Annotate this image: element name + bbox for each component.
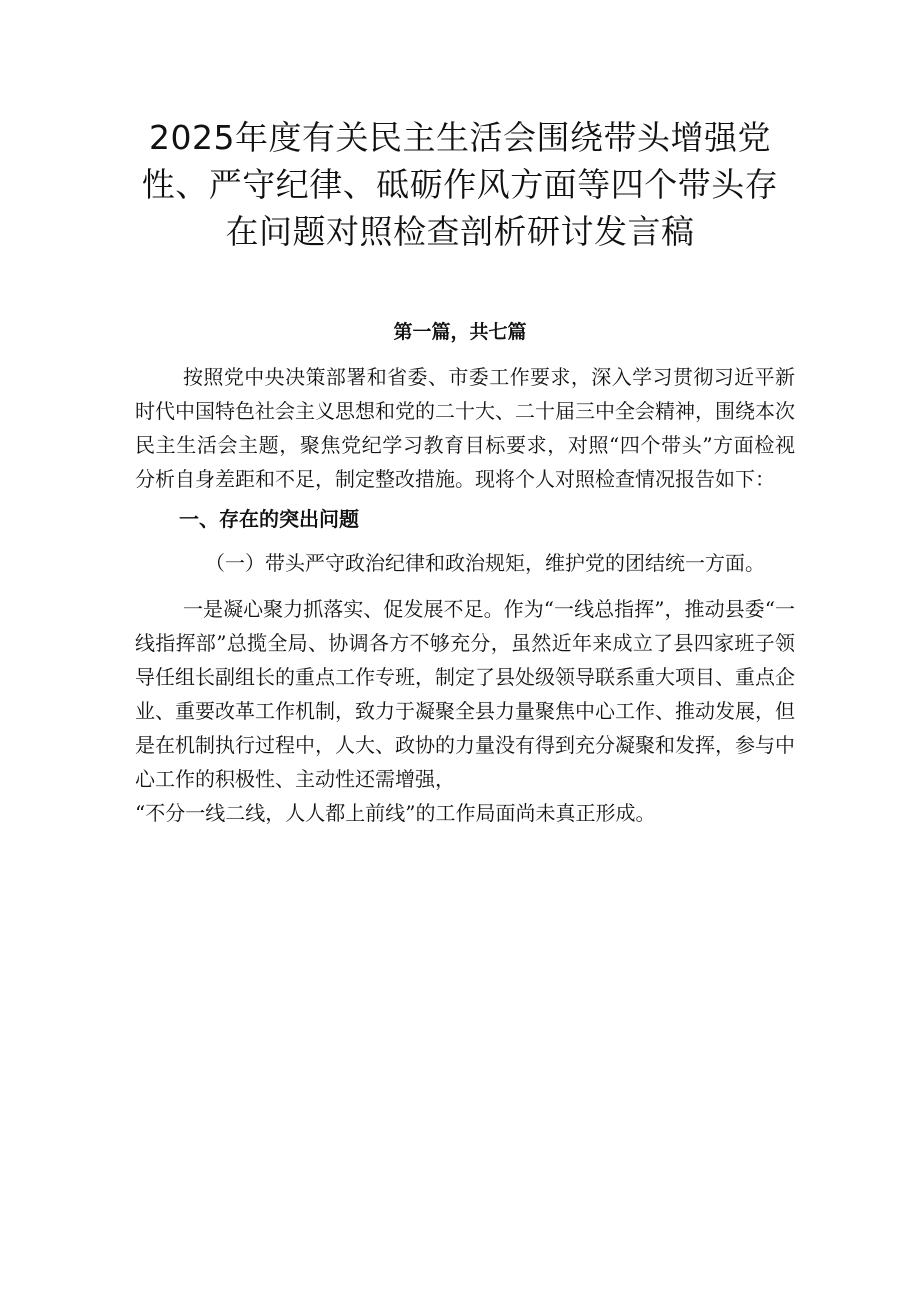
intro-paragraph: 按照党中央决策部署和省委、市委工作要求，深入学习贯彻习近平新时代中国特色社会主义思想和党的二十大、二十届三中全会精神，围绕本次民主生活会主题，聚焦党纪学习教育目标要求，对照“四个带头”方面检视分析自身差距和不足，制定整改措施。现将个人对照检查情况报告如下： (135, 365, 795, 491)
title-line-1: 2025年度有关民主生活会围绕带头增强党 (149, 118, 771, 157)
title-line-3: 在问题对照检查剖析研讨发言稿 (225, 212, 695, 251)
document-body (135, 360, 795, 830)
section-heading: 一、存在的突出问题 (179, 507, 359, 531)
document-title (130, 114, 790, 255)
title-line-2: 性、严守纪律、砥砺作风方面等四个带头存 (141, 165, 779, 204)
point-one-continuation: “不分一线二线，人人都上前线”的工作局面尚未真正形成。 (135, 801, 656, 825)
point-one-paragraph: 一是凝心聚力抓落实、促发展不足。作为“一线总指挥”，推动县委“一线指挥部”总揽全局、协调各方不够充分，虽然近年来成立了县四家班子领导任组长副组长的重点工作专班，制定了县处级领导联系重大项目、重点企业、重要改革工作机制，致力于凝聚全县力量聚焦中心工作、推动发展，但是在机制执行过程中，人大、政协的力量没有得到充分凝聚和发挥，参与中心工作的积极性、主动性还需增强， (135, 597, 795, 791)
document-subtitle: 第一篇，共七篇 (393, 321, 527, 343)
subsection-paragraph: （一）带头严守政治纪律和政治规矩，维护党的团结统一方面。 (205, 551, 765, 575)
